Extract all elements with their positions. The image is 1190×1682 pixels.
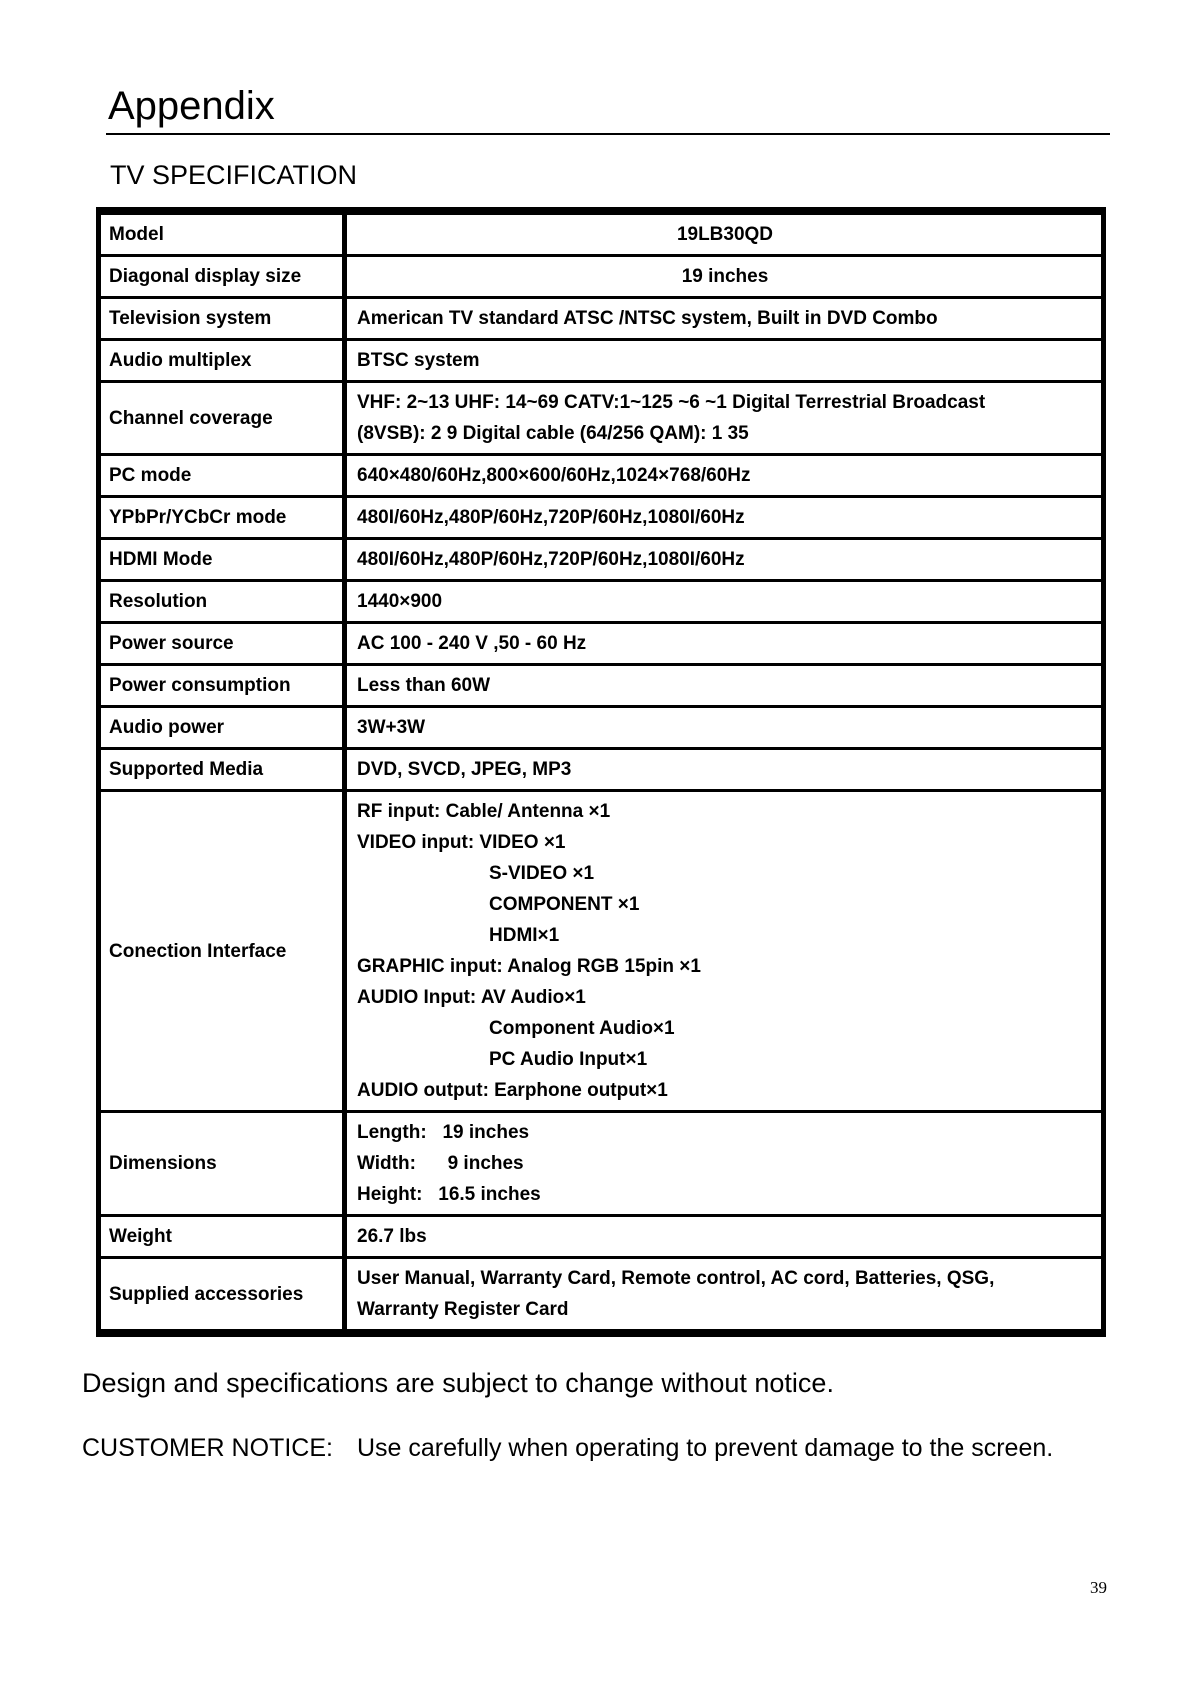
spec-value: 19 inches xyxy=(347,257,1101,296)
page-number: 39 xyxy=(1090,1578,1107,1597)
spec-line: Warranty Register Card xyxy=(357,1299,569,1320)
spec-line: Width: 9 inches xyxy=(357,1153,524,1174)
spec-label: Diagonal display size xyxy=(101,257,347,296)
spec-value: 480I/60Hz,480P/60Hz,720P/60Hz,1080I/60Hz xyxy=(347,498,1101,537)
spec-value: AC 100 - 240 V ,50 - 60 Hz xyxy=(347,624,1101,663)
spec-value xyxy=(347,792,1101,1110)
spec-label: Resolution xyxy=(101,582,347,621)
spec-line: VIDEO input: VIDEO ×1 xyxy=(357,832,566,853)
spec-value: 19LB30QD xyxy=(347,215,1101,254)
table-row xyxy=(101,792,1101,1110)
table-row xyxy=(101,341,1101,380)
spec-value: Less than 60W xyxy=(347,666,1101,705)
spec-line: AUDIO output: Earphone output×1 xyxy=(357,1080,668,1101)
spec-value: 640×480/60Hz,800×600/60Hz,1024×768/60Hz xyxy=(347,456,1101,495)
page-title: Appendix xyxy=(108,84,275,128)
table-row xyxy=(101,498,1101,537)
notice-label: CUSTOMER NOTICE: xyxy=(82,1434,333,1462)
spec-label: Conection Interface xyxy=(101,792,347,1110)
spec-line: Length: 19 inches xyxy=(357,1122,530,1143)
spec-label: Audio multiplex xyxy=(101,341,347,380)
table-row xyxy=(101,1217,1101,1256)
spec-label: Power source xyxy=(101,624,347,663)
spec-line: S-VIDEO ×1 xyxy=(489,863,595,884)
spec-line: GRAPHIC input: Analog RGB 15pin ×1 xyxy=(357,956,701,977)
table-row xyxy=(101,299,1101,338)
table-row xyxy=(101,1113,1101,1214)
table-row xyxy=(101,456,1101,495)
spec-value: 26.7 lbs xyxy=(347,1217,1101,1256)
spec-label: Power consumption xyxy=(101,666,347,705)
spec-line: COMPONENT ×1 xyxy=(489,894,640,915)
spec-value: 480I/60Hz,480P/60Hz,720P/60Hz,1080I/60Hz xyxy=(347,540,1101,579)
spec-label: Weight xyxy=(101,1217,347,1256)
spec-line: HDMI×1 xyxy=(489,925,560,946)
notice-text: Use carefully when operating to prevent damage to the screen. xyxy=(356,1434,1054,1462)
section-title: TV SPECIFICATION xyxy=(110,160,358,190)
title-divider xyxy=(106,133,1110,135)
spec-label: Supplied accessories xyxy=(101,1259,347,1329)
spec-label: Television system xyxy=(101,299,347,338)
table-row xyxy=(101,750,1101,789)
spec-value: 1440×900 xyxy=(347,582,1101,621)
table-row xyxy=(101,257,1101,296)
spec-line: Component Audio×1 xyxy=(489,1018,675,1039)
table-row xyxy=(101,540,1101,579)
spec-line: PC Audio Input×1 xyxy=(489,1049,648,1070)
spec-value: American TV standard ATSC /NTSC system, Built in DVD Combo xyxy=(347,299,1101,338)
spec-label: HDMI Mode xyxy=(101,540,347,579)
spec-line: AUDIO Input: AV Audio×1 xyxy=(357,987,586,1008)
spec-value: DVD, SVCD, JPEG, MP3 xyxy=(347,750,1101,789)
table-row xyxy=(101,215,1101,254)
customer-notice xyxy=(82,1434,1053,1463)
spec-value: 3W+3W xyxy=(347,708,1101,747)
table-row xyxy=(101,1259,1101,1329)
spec-table xyxy=(96,207,1106,1337)
spec-label: Channel coverage xyxy=(101,383,347,453)
spec-label: Model xyxy=(101,215,347,254)
table-row xyxy=(101,582,1101,621)
spec-line: Height: 16.5 inches xyxy=(357,1184,541,1205)
spec-value xyxy=(347,1259,1101,1329)
spec-label: YPbPr/YCbCr mode xyxy=(101,498,347,537)
table-row xyxy=(101,708,1101,747)
footer-note: Design and specifications are subject to change without notice. xyxy=(82,1368,834,1398)
spec-label: PC mode xyxy=(101,456,347,495)
spec-line: VHF: 2~13 UHF: 14~69 CATV:1~125 ~6 ~1 Digital Terrestrial Broadcast xyxy=(357,392,986,413)
table-row xyxy=(101,624,1101,663)
spec-line: (8VSB): 2 9 Digital cable (64/256 QAM): 1 35 xyxy=(357,423,749,444)
spec-label: Dimensions xyxy=(101,1113,347,1214)
table-row xyxy=(101,666,1101,705)
spec-label: Supported Media xyxy=(101,750,347,789)
spec-value xyxy=(347,1113,1101,1214)
spec-line: User Manual, Warranty Card, Remote control, AC cord, Batteries, QSG, xyxy=(357,1268,995,1289)
spec-line: RF input: Cable/ Antenna ×1 xyxy=(357,801,611,822)
spec-value: BTSC system xyxy=(347,341,1101,380)
spec-value xyxy=(347,383,1101,453)
table-row xyxy=(101,383,1101,453)
spec-label: Audio power xyxy=(101,708,347,747)
